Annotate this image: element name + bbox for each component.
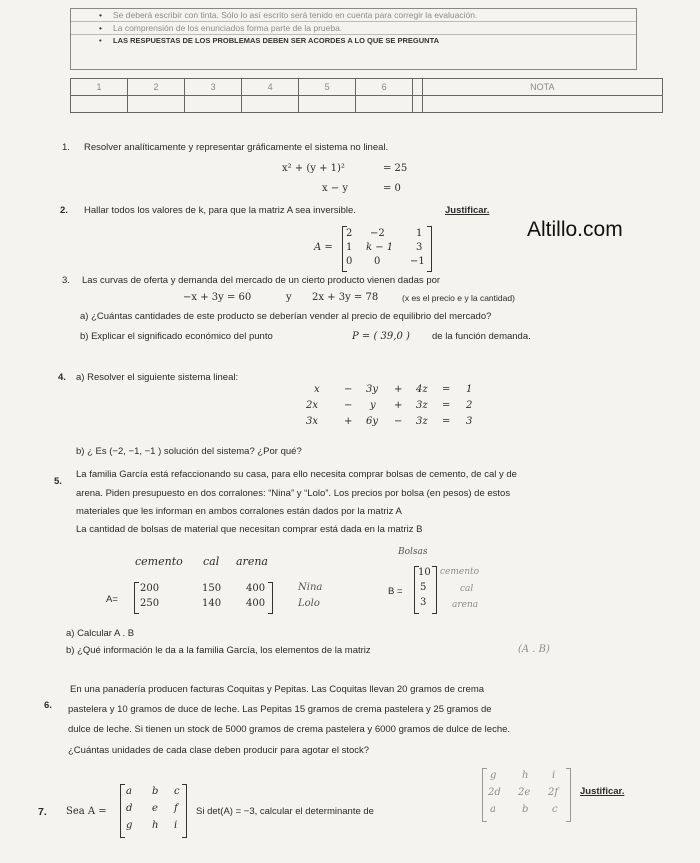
bracket-right xyxy=(427,226,432,272)
q7-number: 7. xyxy=(38,806,47,818)
q3-point: P = ( 39,0 ) xyxy=(352,331,410,342)
matrix-cell: 2f xyxy=(548,787,559,798)
sys-term: 3z xyxy=(416,400,428,411)
q5-part-a: a) Calcular A . B xyxy=(66,628,135,639)
q1-eq1-rhs: = 25 xyxy=(383,163,408,174)
sys-op: = xyxy=(442,416,451,427)
rule-item: • Se deberá escribir con tinta. Sólo lo así escrito será tenido en cuenta para corregir la evaluación. xyxy=(71,9,636,22)
sys-term: y xyxy=(370,400,376,411)
watermark: Altillo.com xyxy=(527,218,623,241)
q7-text: Si det(A) = −3, calcular el determinante de xyxy=(196,806,374,817)
sys-term: 4z xyxy=(416,384,428,395)
q5-matrix-b-label: B = xyxy=(388,586,403,597)
score-cell xyxy=(128,96,185,113)
rule-item: • La comprensión de los enunciados forma parte de la prueba. xyxy=(71,22,636,35)
q6-line: En una panadería producen facturas Coquitas y Pepitas. Las Coquitas llevan 20 gramos de crema xyxy=(70,684,485,695)
q4-text: a) Resolver el siguiente sistema lineal: xyxy=(76,372,239,383)
matrix-cell: 2e xyxy=(518,787,531,798)
matrix-cell: 1 xyxy=(346,242,353,253)
q2-matrix xyxy=(346,228,426,268)
sys-op: + xyxy=(344,416,353,427)
q3-eq-supply: −x + 3y = 60 xyxy=(183,292,252,303)
matrix-cell: 5 xyxy=(420,582,427,593)
score-header: 2 xyxy=(128,79,185,96)
q3-part-b-end: de la función demanda. xyxy=(432,331,531,342)
matrix-cell: a xyxy=(126,786,132,797)
q5-colhead-cal: cal xyxy=(203,555,220,568)
matrix-cell: a xyxy=(490,804,496,815)
score-cell xyxy=(185,96,242,113)
matrix-cell: 1 xyxy=(416,228,423,239)
sys-term: 6y xyxy=(366,416,379,427)
q5-line: materiales que les informan en ambos corralones están dados por la matriz A xyxy=(76,506,402,517)
bracket-left xyxy=(482,768,487,822)
bracket-left xyxy=(134,582,139,614)
matrix-cell: g xyxy=(490,770,497,781)
score-header: 4 xyxy=(242,79,299,96)
matrix-cell: 3 xyxy=(420,597,427,608)
q2-justify: Justificar. xyxy=(445,205,490,216)
sys-op: = xyxy=(442,384,451,395)
matrix-cell: 0 xyxy=(346,256,353,267)
matrix-cell: 2d xyxy=(488,787,501,798)
q6-number: 6. xyxy=(44,700,52,711)
matrix-cell: 250 xyxy=(140,598,160,609)
score-cell xyxy=(413,96,422,113)
q5-line: arena. Piden presupuesto en dos corralones: “Nina” y “Lolo”. Los precios por bolsa (en pesos) de estos xyxy=(76,488,511,499)
score-cell xyxy=(71,96,128,113)
sys-term: 1 xyxy=(466,384,473,395)
q6-line: pastelera y 10 gramos de duce de leche. Las Pepitas 15 gramos de crema pastelera y 25 gramos de xyxy=(68,704,492,715)
matrix-cell: 3 xyxy=(416,242,423,253)
q5-b-label: arena xyxy=(452,600,479,610)
q5-number: 5. xyxy=(54,476,62,487)
matrix-cell: b xyxy=(522,804,529,815)
q5-line: La familia García está refaccionando su casa, para ello necesita comprar bolsas de cemento, de cal y de xyxy=(76,469,517,480)
q3-eq-note: (x es el precio e y la cantidad) xyxy=(402,293,515,303)
q3-part-a: a) ¿Cuántas cantidades de este producto se deberían vender al precio de equilibrio del mercado? xyxy=(80,311,492,322)
bracket-left xyxy=(120,784,125,838)
matrix-cell: f xyxy=(174,803,178,814)
q7-sea-label: Sea A = xyxy=(66,806,107,817)
q2-text: Hallar todos los valores de k, para que la matriz A sea inversible. xyxy=(84,205,356,216)
matrix-cell: e xyxy=(152,803,158,814)
matrix-cell: i xyxy=(552,770,556,781)
sys-op: + xyxy=(394,400,403,411)
matrix-cell: i xyxy=(174,820,178,831)
matrix-cell: g xyxy=(126,820,133,831)
q3-eq-y: y xyxy=(286,292,292,303)
matrix-cell: −1 xyxy=(410,256,425,267)
q6-line: dulce de leche. Si tienen un stock de 5000 gramos de crema pastelera y 6000 gramos de dulce de leche. xyxy=(68,724,511,735)
q7-justify: Justificar. xyxy=(580,786,625,797)
sys-op: − xyxy=(394,416,403,427)
sys-op: − xyxy=(344,400,353,411)
q5-part-b-matrix: (A . B) xyxy=(518,644,550,655)
q5-colhead-cemento: cemento xyxy=(135,555,183,568)
q1-text: Resolver analíticamente y representar gráficamente el sistema no lineal. xyxy=(84,142,389,153)
q6-line: ¿Cuántas unidades de cada clase deben producir para agotar el stock? xyxy=(68,745,370,756)
sys-op: + xyxy=(394,384,403,395)
q5-b-label: cemento xyxy=(440,567,480,577)
matrix-cell: 140 xyxy=(202,598,222,609)
matrix-cell: 0 xyxy=(374,256,381,267)
q4-system xyxy=(306,384,486,432)
score-cell xyxy=(242,96,299,113)
q5-b-label: cal xyxy=(460,584,474,594)
matrix-cell: c xyxy=(174,786,180,797)
sys-term: 3x xyxy=(306,416,319,427)
q3-text: Las curvas de oferta y demanda del mercado de un cierto producto vienen dadas por xyxy=(82,275,441,286)
q7-matrix-a xyxy=(126,786,186,836)
score-header: 3 xyxy=(185,79,242,96)
sys-term: 2 xyxy=(466,400,473,411)
q1-number: 1. xyxy=(62,142,70,153)
matrix-cell: k − 1 xyxy=(366,242,394,253)
sys-op: − xyxy=(344,384,353,395)
q5-matrix-b xyxy=(418,567,432,613)
matrix-cell: c xyxy=(552,804,558,815)
matrix-cell: 10 xyxy=(418,567,431,578)
sys-term: 3 xyxy=(466,416,473,427)
score-header: 1 xyxy=(71,79,128,96)
score-header: NOTA xyxy=(422,79,662,96)
q3-eq-demand: 2x + 3y = 78 xyxy=(312,292,379,303)
score-cell xyxy=(299,96,356,113)
q5-line: La cantidad de bolsas de material que necesitan comprar está dada en la matriz B xyxy=(76,524,423,535)
q4-part-b: b) ¿ Es (−2, −1, −1 ) solución del sistema? ¿Por qué? xyxy=(76,446,302,457)
q5-matrix-a xyxy=(140,583,270,613)
q4-number: 4. xyxy=(58,372,66,383)
q7-matrix-b xyxy=(488,770,568,820)
q3-part-b: b) Explicar el significado económico del punto xyxy=(80,331,273,342)
q2-matrix-label: A = xyxy=(314,242,333,253)
score-header xyxy=(413,79,422,96)
q2-number: 2. xyxy=(60,205,68,216)
sys-term: x xyxy=(314,384,320,395)
matrix-cell: d xyxy=(126,803,133,814)
matrix-cell: b xyxy=(152,786,159,797)
q3-number: 3. xyxy=(62,275,70,286)
q1-eq2-lhs: x − y xyxy=(322,183,349,194)
sys-term: 3y xyxy=(366,384,379,395)
matrix-cell: h xyxy=(522,770,529,781)
matrix-cell: 400 xyxy=(246,598,266,609)
q1-eq1-lhs: x² + (y + 1)² xyxy=(282,163,345,174)
score-cell xyxy=(356,96,413,113)
q5-rowhead-lolo: Lolo xyxy=(298,598,320,609)
q5-matrix-a-label: A= xyxy=(106,594,118,605)
score-header: 5 xyxy=(299,79,356,96)
q5-colhead-arena: arena xyxy=(236,555,268,568)
score-header: 6 xyxy=(356,79,413,96)
bracket-right xyxy=(432,566,437,614)
instructions-box xyxy=(70,8,637,70)
rule-item: • LAS RESPUESTAS DE LOS PROBLEMAS DEBEN SER ACORDES A LO QUE SE PREGUNTA xyxy=(71,35,636,47)
matrix-cell: −2 xyxy=(370,228,385,239)
q1-eq2-rhs: = 0 xyxy=(383,183,401,194)
matrix-cell: 200 xyxy=(140,583,160,594)
score-table xyxy=(70,78,663,113)
q5-bolsas-label: Bolsas xyxy=(398,547,428,557)
matrix-cell: 150 xyxy=(202,583,222,594)
matrix-cell: h xyxy=(152,820,159,831)
score-cell xyxy=(422,96,662,113)
matrix-cell: 2 xyxy=(346,228,353,239)
q5-rowhead-nina: Nina xyxy=(298,582,323,593)
q5-part-b: b) ¿Qué información le da a la familia García, los elementos de la matriz xyxy=(66,645,371,656)
sys-term: 2x xyxy=(306,400,319,411)
matrix-cell: 400 xyxy=(246,583,266,594)
sys-op: = xyxy=(442,400,451,411)
sys-term: 3z xyxy=(416,416,428,427)
